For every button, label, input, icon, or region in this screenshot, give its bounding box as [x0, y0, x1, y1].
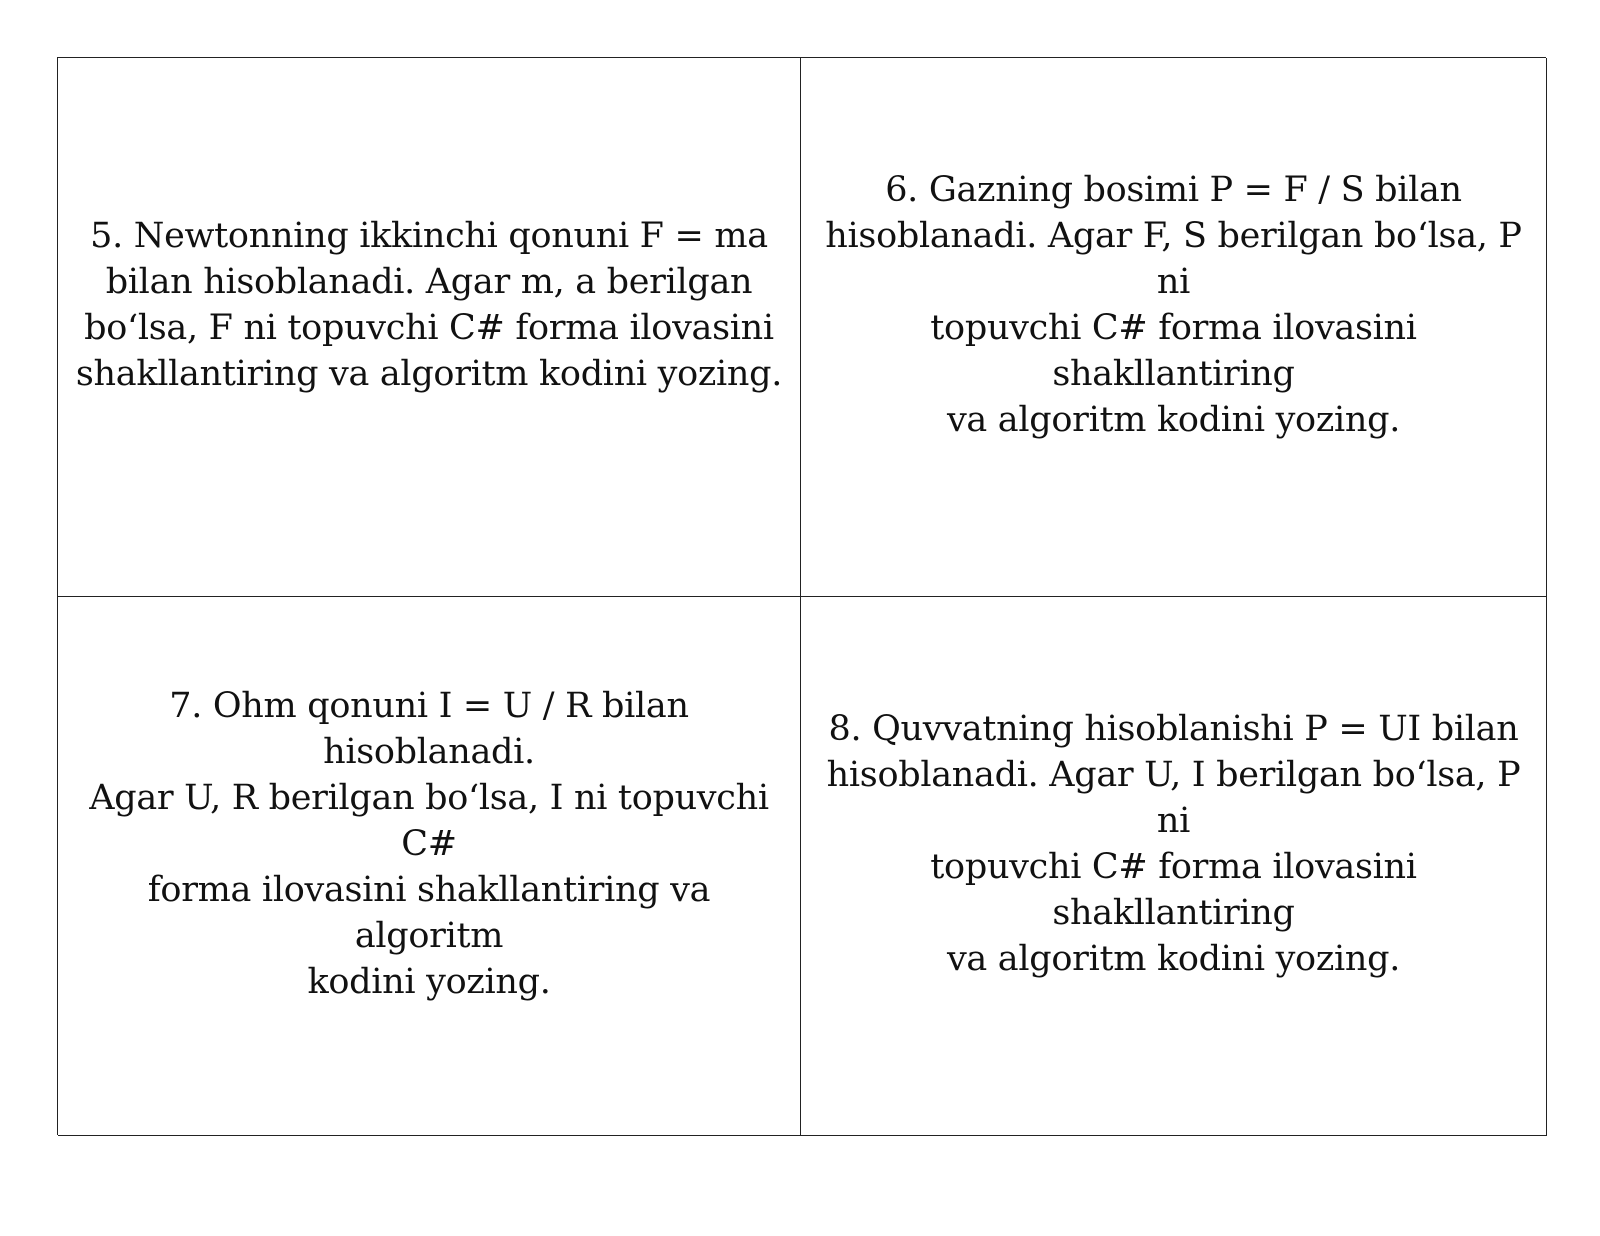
task-text-6: 6. Gazning bosimi P = F / S bilan hisoblanadi. Agar F, S berilgan bo‘lsa, P ni topuvchi C# forma ilovasini shakllantiring va algoritm kodini yozing.: [825, 170, 1522, 440]
task-card-7: [58, 597, 801, 1136]
task-card-grid: [57, 57, 1546, 1135]
task-card-5: [58, 58, 801, 597]
task-text-7: 7. Ohm qonuni I = U / R bilan hisoblanadi. Agar U, R berilgan bo‘lsa, I ni topuvchi C# forma ilovasini shakllantiring va algoritm kodini yozing.: [89, 686, 769, 1002]
task-text-8: 8. Quvvatning hisoblanishi P = UI bilan hisoblanadi. Agar U, I berilgan bo‘lsa, P ni topuvchi C# forma ilovasini shakllantiring va algoritm kodini yozing.: [826, 709, 1521, 979]
task-text-5: 5. Newtonning ikkinchi qonuni F = ma bilan hisoblanadi. Agar m, a berilgan bo‘lsa, F ni topuvchi C# forma ilovasini shakllantiring va algoritm kodini yozing.: [75, 216, 783, 394]
task-card-8: [801, 597, 1547, 1136]
task-card-6: [801, 58, 1547, 597]
